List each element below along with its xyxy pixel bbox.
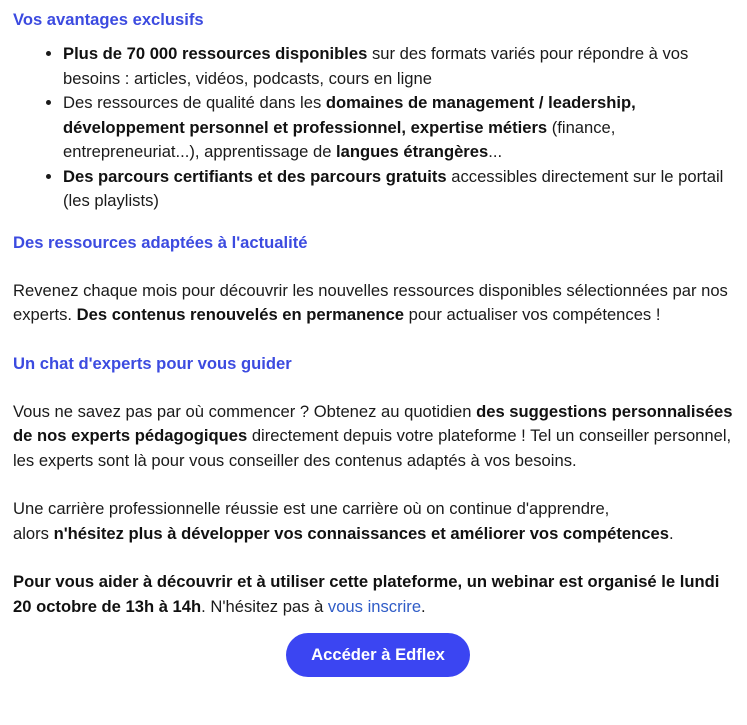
- bold-text: Des parcours certifiants et des parcours gratuits: [63, 166, 447, 186]
- section-title-avantages: Vos avantages exclusifs: [13, 10, 204, 29]
- section-title-actualite: Des ressources adaptées à l'actualité: [13, 232, 308, 252]
- text: Une carrière professionnelle réussie est une carrière où on continue d'apprendre,: [13, 499, 610, 518]
- bold-text: Plus de 70 000 ressources disponibles: [63, 44, 368, 63]
- paragraph-actualite: [13, 279, 737, 328]
- register-link[interactable]: vous inscrire: [327, 596, 422, 616]
- benefits-list: [13, 42, 737, 214]
- text: pour actualiser vos compétences !: [404, 305, 661, 324]
- section-title-chat-experts: Un chat d'experts pour vous guider: [13, 353, 292, 373]
- text: alors: [13, 523, 54, 543]
- paragraph-webinar: [13, 570, 737, 619]
- paragraph-carriere: [13, 497, 737, 546]
- access-edflex-button[interactable]: Accéder à Edflex: [286, 633, 470, 677]
- list-item: [63, 165, 737, 214]
- text: Revenez chaque mois pour découvrir les nouvelles ressources disponibles sélectionnées par nos experts.: [13, 280, 728, 324]
- text: directement depuis votre plateforme ! Tel un conseiller personnel, les experts sont là pour vous conseiller des contenus adaptés à vos besoins.: [13, 426, 732, 470]
- text: .: [421, 596, 426, 616]
- text: accessibles directement sur le portail (les playlists): [63, 166, 724, 210]
- text: (finance, entrepreneuriat...), apprentissage de: [63, 117, 616, 161]
- bold-text: domaines de management / leadership, développement personnel et professionnel, expertise métiers: [63, 93, 636, 137]
- bold-text: Des contenus renouvelés en permanence: [76, 305, 405, 324]
- bold-text: Pour vous aider à découvrir et à utiliser cette plateforme, un webinar est organisé le lundi 20 octobre de 13h à 14h: [13, 572, 720, 616]
- bold-text: langues étrangères: [336, 142, 489, 161]
- list-item: [63, 42, 737, 91]
- paragraph-suggestions: [13, 400, 737, 474]
- bold-text: n'hésitez plus à développer vos connaissances et améliorer vos compétences: [53, 523, 669, 543]
- text: Des ressources de qualité dans les: [63, 93, 326, 112]
- text: ...: [488, 142, 503, 161]
- text: . N'hésitez pas à: [201, 596, 328, 616]
- text: Vous ne savez pas par où commencer ? Obtenez au quotidien: [13, 401, 477, 421]
- text: sur des formats variés pour répondre à vos besoins : articles, vidéos, podcasts, cours en ligne: [63, 44, 689, 88]
- list-item: [63, 91, 737, 165]
- text: .: [668, 523, 674, 543]
- bold-text: des suggestions personnalisées de nos experts pédagogiques: [13, 401, 733, 445]
